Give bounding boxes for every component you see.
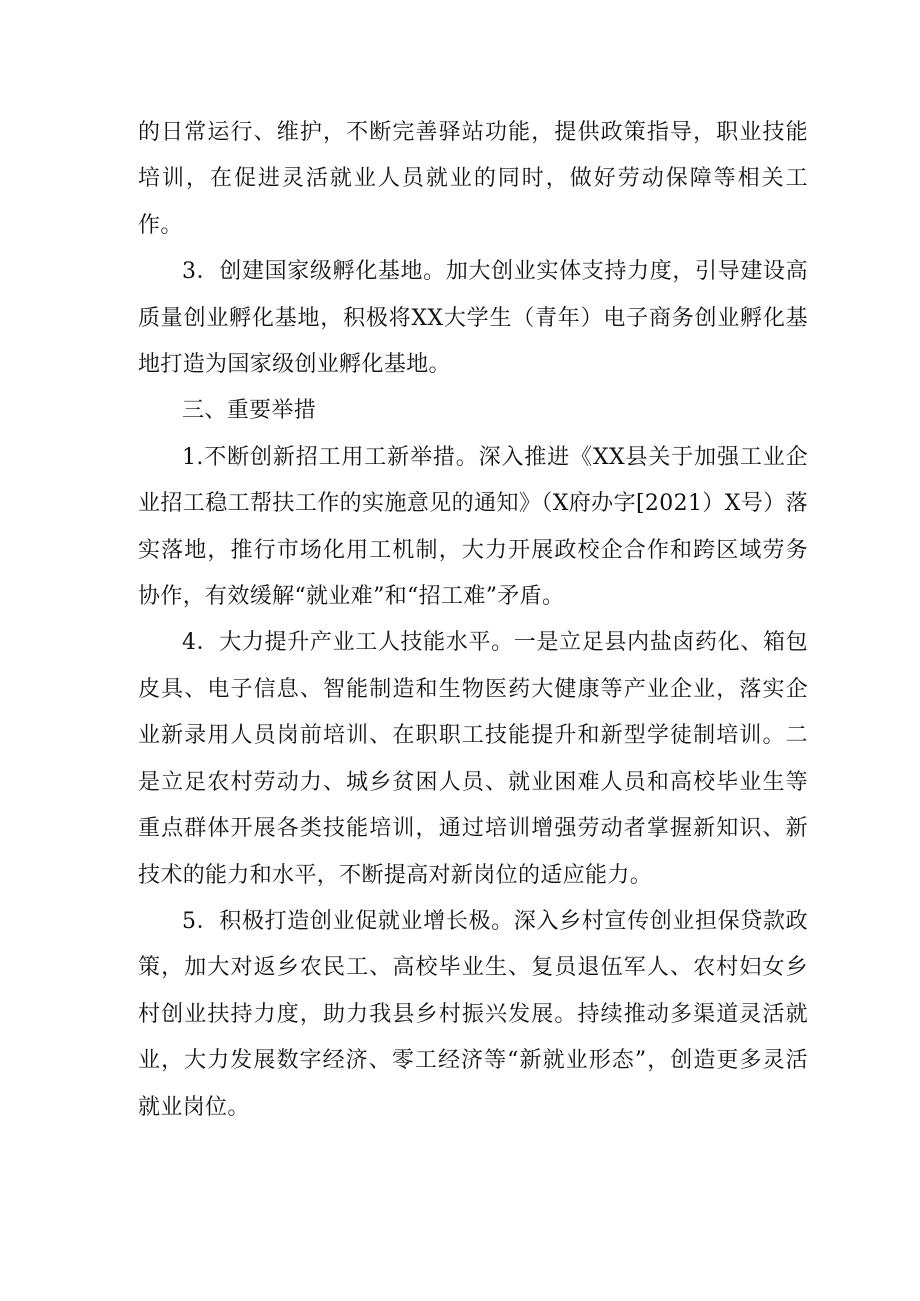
paragraph-measure-5-entrepreneurship: 5．积极打造创业促就业增长极。深入乡村宣传创业担保贷款政策，加大对返乡农民工、高校毕业生、复员退伍军人、农村妇女乡村创业扶持力度，助力我县乡村振兴发展。持续推动多渠道灵活就业，大力发展数字经济、零工经济等“新就业形态”，创造更多灵活就业岗位。: [138, 908, 808, 1120]
paragraph-item-3-incubation-base: 3．创建国家级孵化基地。加大创业实体支持力度，引导建设高质量创业孵化基地，积极将XX大学生（青年）电子商务创业孵化基地打造为国家级创业孵化基地。: [138, 259, 808, 378]
document-page: [138, 110, 808, 1131]
paragraph-measure-1-recruitment: 1.不断创新招工用工新举措。深入推进《XX县关于加强工业企业招工稳工帮扶工作的实施意见的通知》（X府办字[2021）X号）落实落地，推行市场化用工机制，大力开展政校企合作和跨区域劳务协作，有效缓解“就业难”和“招工难”矛盾。: [138, 444, 808, 610]
section-heading-key-measures: 三、重要举措: [182, 398, 317, 424]
paragraph-measure-4-skills: 4．大力提升产业工人技能水平。一是立足县内盐卤药化、箱包皮具、电子信息、智能制造和生物医药大健康等产业企业，落实企业新录用人员岗前培训、在职职工技能提升和新型学徒制培训。二是立足农村劳动力、城乡贫困人员、就业困难人员和高校毕业生等重点群体开展各类技能培训，通过培训增强劳动者掌握新知识、新技术的能力和水平，不断提高对新岗位的适应能力。: [138, 630, 808, 888]
paragraph-continuation: 的日常运行、维护，不断完善驿站功能，提供政策指导，职业技能培训，在促进灵活就业人员就业的同时，做好劳动保障等相关工作。: [138, 120, 808, 238]
